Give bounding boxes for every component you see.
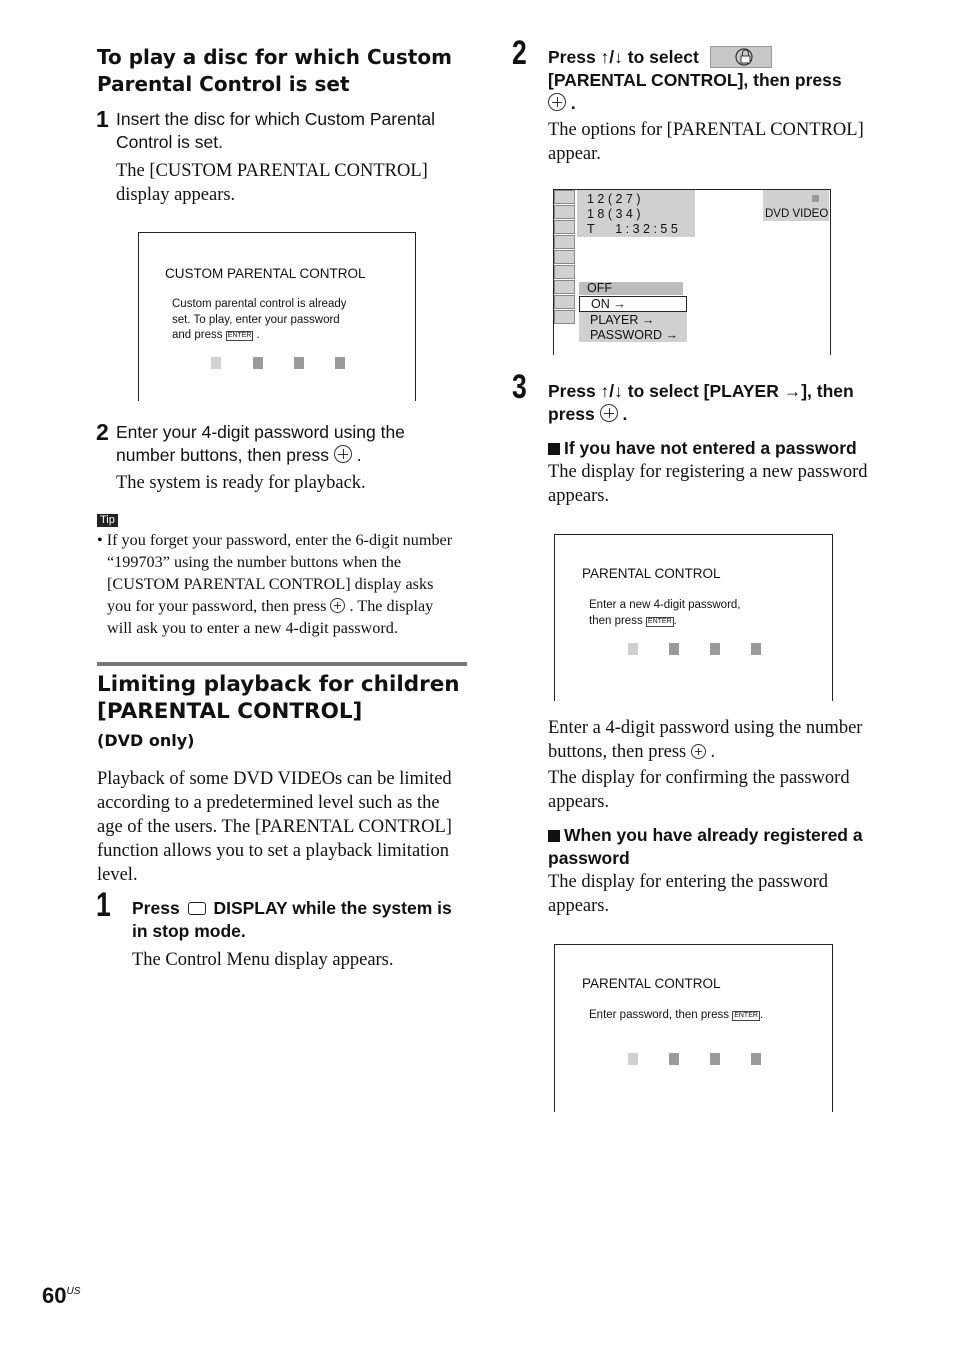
- step-number: 1: [96, 106, 109, 132]
- case-result: The display for entering the password appears.: [548, 872, 828, 916]
- option-group: [579, 312, 687, 342]
- chapter-number: 1 8 ( 3 4 ): [587, 207, 641, 221]
- password-digit-slot: [294, 357, 304, 369]
- password-digit-slot: [628, 643, 638, 655]
- step-instruction: Press ↑/↓ to select [PARENTAL CONTROL], then press .: [548, 47, 842, 113]
- step-result: The Control Menu display appears.: [132, 950, 394, 970]
- menu-icon: [554, 280, 575, 294]
- password-digit-slot: [751, 643, 761, 655]
- step-number: 2: [96, 419, 109, 445]
- enter-button-icon: [334, 445, 352, 463]
- step-instruction: Press DISPLAY while the system is in stop mode.: [132, 898, 452, 941]
- enter-button-icon: [600, 404, 618, 422]
- playing-time: T 1 : 3 2 : 5 5: [587, 222, 678, 236]
- menu-icon: [554, 235, 575, 249]
- parental-control-enter-password-screen: [554, 944, 833, 1112]
- control-menu-screen: [553, 189, 831, 355]
- enter-key-icon: ENTER: [227, 332, 252, 339]
- option-off[interactable]: OFF: [579, 282, 683, 295]
- screen-title: PARENTAL CONTROL: [582, 566, 721, 581]
- custom-parental-control-screen: [138, 232, 416, 401]
- menu-icon: [554, 205, 575, 219]
- display-button-icon: [188, 902, 206, 915]
- menu-icon: [554, 265, 575, 279]
- step-instruction: Insert the disc for which Custom Parental Control is set.: [116, 109, 436, 152]
- disc-type-panel: [763, 190, 829, 221]
- disc-info-panel: [577, 190, 695, 237]
- password-digit-slot: [710, 643, 720, 655]
- step-result: The options for [PARENTAL CONTROL] appear.: [548, 120, 864, 164]
- password-digit-slot: [211, 357, 221, 369]
- enter-key-icon: ENTER: [734, 1012, 758, 1019]
- screen-message: Enter password, then press ENTER .: [589, 1009, 764, 1021]
- password-digit-slot: [710, 1053, 720, 1065]
- case-result: The display for registering a new password appears.: [548, 462, 868, 506]
- case-heading: If you have not entered a password: [548, 437, 893, 460]
- password-digit-slot: [669, 643, 679, 655]
- menu-icon-column: [554, 190, 576, 355]
- step-instruction: Enter your 4-digit password using the number buttons, then press .: [116, 422, 405, 465]
- password-digit-slot: [335, 357, 345, 369]
- menu-icon: [554, 250, 575, 264]
- instruction-text: Enter a 4-digit password using the number buttons, then press .: [548, 718, 863, 762]
- section-heading: To play a disc for which Custom Parental Control is set: [97, 45, 452, 96]
- step-result: The system is ready for playback.: [116, 473, 366, 493]
- screen-title: CUSTOM PARENTAL CONTROL: [165, 266, 366, 281]
- enter-button-icon: [548, 93, 566, 111]
- tip-badge: Tip: [97, 514, 118, 527]
- screen-title: PARENTAL CONTROL: [582, 976, 721, 991]
- menu-icon: [554, 310, 575, 324]
- enter-button-icon: [330, 598, 345, 613]
- screen-message: Enter a new 4-digit password, then press ENTER .: [589, 599, 741, 627]
- password-digit-slot: [751, 1053, 761, 1065]
- password-digit-slot: [669, 1053, 679, 1065]
- tip-text: • If you forget your password, enter the 6-digit number “199703” using the number buttons when the [CUSTOM PARENTAL CONTROL] display asks you for your password, then press . The display will ask you to enter a new 4-digit password.: [97, 531, 453, 637]
- enter-button-icon: [691, 744, 706, 759]
- title-number: 1 2 ( 2 7 ): [587, 192, 641, 206]
- step-number: 2: [512, 34, 527, 72]
- step-number: 1: [96, 886, 111, 924]
- option-on[interactable]: ON →: [579, 296, 687, 312]
- step-number: 3: [512, 368, 527, 406]
- main-subheading: (DVD only): [97, 731, 195, 750]
- case-heading: When you have already registered a password: [548, 825, 863, 868]
- parental-control-new-password-screen: [554, 534, 833, 701]
- intro-paragraph: Playback of some DVD VIDEOs can be limited according to a predetermined level such as the age of the users. The [PARENTAL CONTROL] function allows you to set a playback limitation level.: [97, 769, 452, 885]
- section-divider: [97, 662, 467, 666]
- parental-control-icon: [710, 46, 772, 68]
- square-bullet-icon: [548, 830, 560, 842]
- mode-indicator: [812, 195, 819, 202]
- main-heading: Limiting playback for children [PARENTAL CONTROL]: [97, 672, 460, 724]
- password-digit-slot: [253, 357, 263, 369]
- step-result: The [CUSTOM PARENTAL CONTROL] display appears.: [116, 161, 428, 205]
- menu-icon: [554, 295, 575, 309]
- option-player[interactable]: PLAYER →: [590, 313, 655, 327]
- password-digit-slot: [628, 1053, 638, 1065]
- menu-icon: [554, 220, 575, 234]
- menu-icon: [554, 190, 575, 204]
- option-password[interactable]: PASSWORD →: [590, 328, 678, 342]
- enter-key-icon: ENTER: [647, 617, 672, 625]
- square-bullet-icon: [548, 443, 560, 455]
- step-instruction: Press ↑/↓ to select [PLAYER →], then press .: [548, 381, 854, 424]
- screen-message: Custom parental control is already set. To play, enter your password and press ENTER .: [172, 298, 347, 341]
- disc-type: DVD VIDEO: [765, 208, 829, 220]
- page-number: $60^{US}$: [42, 1283, 81, 1308]
- instruction-result: The display for confirming the password appears.: [548, 768, 850, 812]
